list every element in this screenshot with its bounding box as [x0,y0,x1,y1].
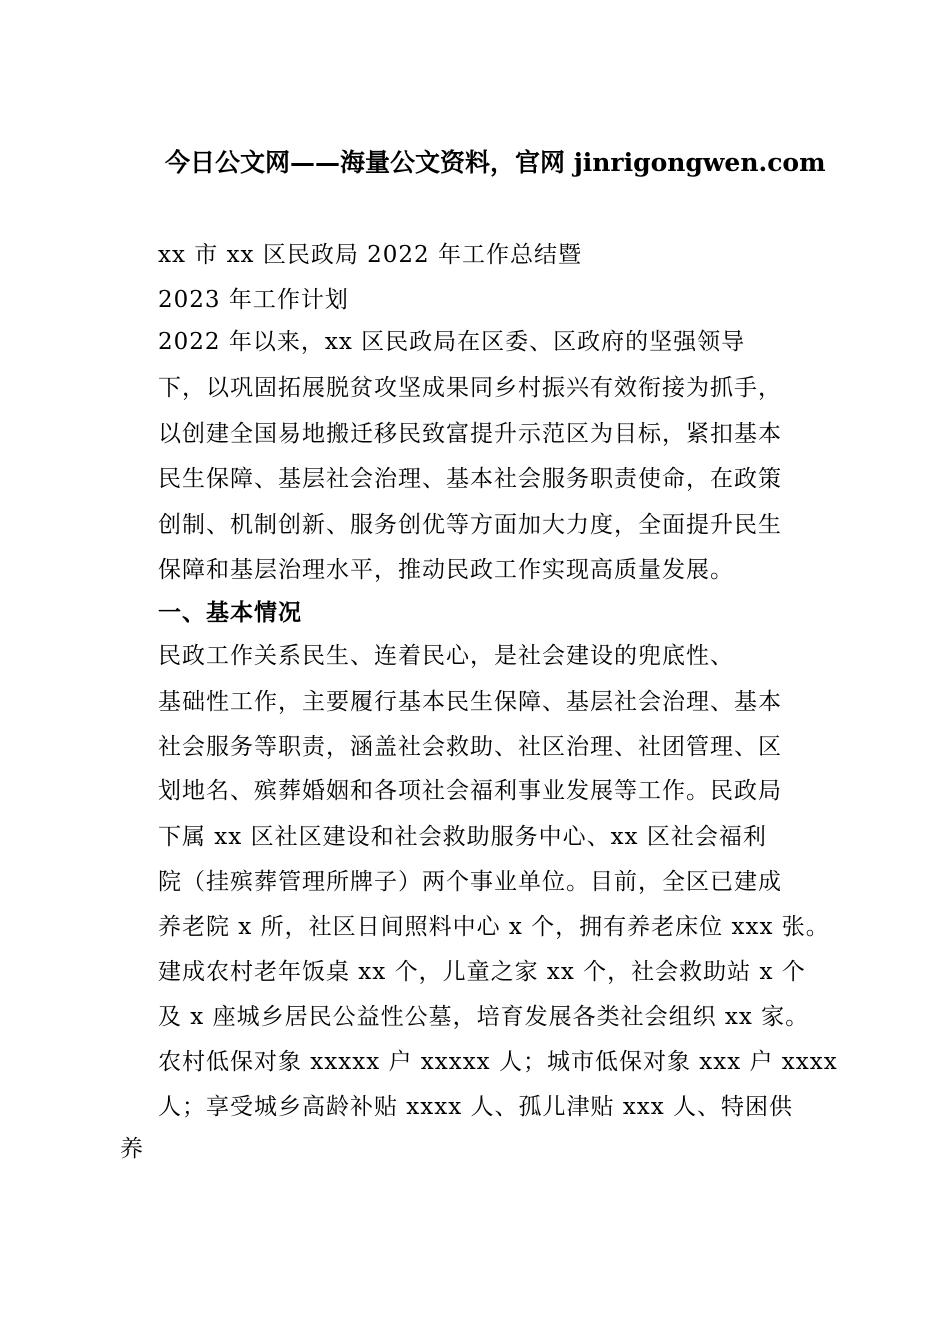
body-line: 农村低保对象 xxxxx 户 xxxxx 人；城市低保对象 xxx 户 xxxx [158,1049,838,1075]
body-line: 基础性工作，主要履行基本民生保障、基层社会治理、基本 [158,689,782,715]
site-banner: 今日公文网——海量公文资料，官网 jinrigongwen.com [165,148,826,177]
body-line: 划地名、殡葬婚姻和各项社会福利事业发展等工作。民政局 [158,778,782,804]
body-line: 建成农村老年饭桌 xx 个，儿童之家 xx 个，社会救助站 x 个 [158,959,806,985]
section-heading: 一、基本情况 [158,600,302,626]
body-line: 下属 xx 区社区建设和社会救助服务中心、xx 区社会福利 [158,824,767,850]
document-title-line-2: 2023 年工作计划 [158,287,349,313]
document-title-line-1: xx 市 xx 区民政局 2022 年工作总结暨 [158,242,582,268]
body-line: 院（挂殡葬管理所牌子）两个事业单位。目前，全区已建成 [158,869,782,895]
body-line: 人；享受城乡高龄补贴 xxxx 人、孤儿津贴 xxx 人、特困供 [158,1094,794,1120]
intro-line: 下，以巩固拓展脱贫攻坚成果同乡村振兴有效衔接为抓手， [158,375,782,401]
intro-line: 以创建全国易地搬迁移民致富提升示范区为目标，紧扣基本 [158,421,782,447]
body-line: 养老院 x 所，社区日间照料中心 x 个，拥有养老床位 xxx 张。 [158,914,830,940]
body-line: 及 x 座城乡居民公益性公墓，培育发展各类社会组织 xx 家。 [158,1004,810,1030]
intro-line: 保障和基层治理水平，推动民政工作实现高质量发展。 [158,557,734,583]
intro-line: 民生保障、基层社会治理、基本社会服务职责使命，在政策 [158,466,782,492]
body-line: 社会服务等职责，涵盖社会救助、社区治理、社团管理、区 [158,734,782,760]
body-line: 民政工作关系民生、连着民心，是社会建设的兜底性、 [158,643,734,669]
intro-line: 创制、机制创新、服务创优等方面加大力度，全面提升民生 [158,512,782,538]
trailing-text: 养 [120,1136,144,1162]
intro-line: 2022 年以来，xx 区民政局在区委、区政府的坚强领导 [158,329,746,355]
